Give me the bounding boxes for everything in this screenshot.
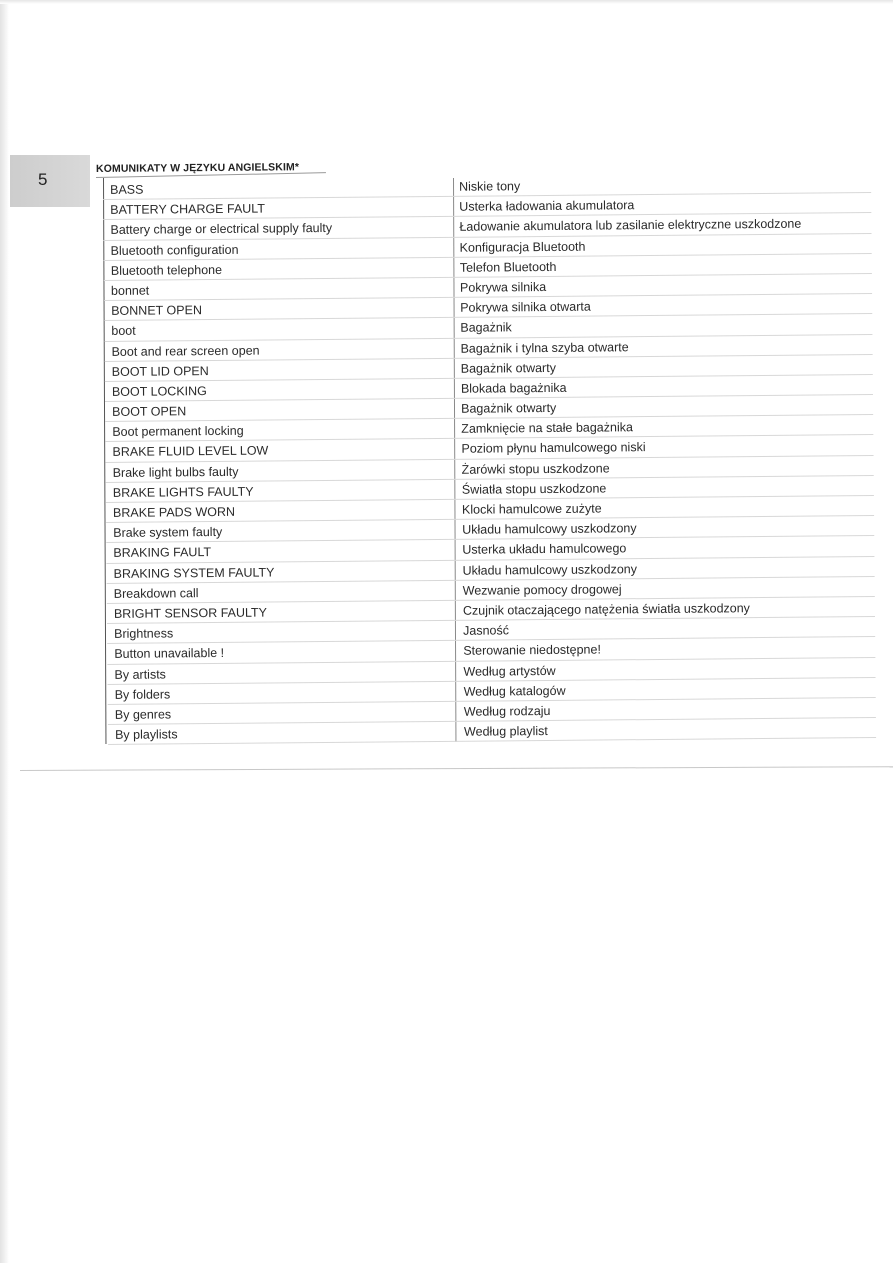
polish-translation: Wezwanie pomocy drogowej	[462, 582, 622, 598]
english-message: Button unavailable !	[114, 646, 225, 662]
polish-translation: Światła stopu uszkodzone	[461, 481, 607, 497]
english-message: boot	[111, 324, 136, 339]
polish-translation: Usterka ładowania akumulatora	[459, 198, 635, 214]
polish-translation: Konfiguracja Bluetooth	[459, 239, 586, 255]
table-title: KOMUNIKATY W JĘZYKU ANGIELSKIM*	[95, 161, 300, 175]
english-message: Boot permanent locking	[112, 423, 244, 440]
polish-translation: Klocki hamulcowe zużyte	[461, 501, 602, 517]
english-message: Battery charge or electrical supply faulty	[110, 221, 333, 238]
english-message: BRIGHT SENSOR FAULTY	[113, 605, 268, 621]
polish-translation: Bagażnik otwarty	[461, 400, 557, 416]
polish-translation: Pokrywa silnika otwarta	[460, 299, 591, 315]
english-message: Bluetooth telephone	[110, 262, 223, 278]
english-message: Brightness	[114, 626, 174, 642]
page-rule	[20, 766, 893, 771]
english-message: Brake light bulbs faulty	[112, 464, 239, 480]
polish-translation: Zamknięcie na stałe bagażnika	[461, 420, 633, 437]
english-message: BRAKE PADS WORN	[112, 504, 236, 520]
polish-translation: Usterka układu hamulcowego	[462, 541, 627, 558]
section-number: 5	[38, 170, 48, 189]
polish-translation: Żarówki stopu uszkodzone	[461, 461, 610, 477]
polish-translation: Pokrywa silnika	[459, 279, 547, 295]
english-message: Brake system faulty	[113, 525, 223, 541]
polish-translation: Ładowanie akumulatora lub zasilanie elektryczne uszkodzone	[459, 217, 802, 235]
polish-translation: Telefon Bluetooth	[459, 259, 557, 275]
english-message: Bluetooth configuration	[110, 242, 239, 258]
english-message: BONNET OPEN	[111, 303, 203, 319]
english-message: By artists	[114, 666, 166, 682]
polish-translation: Bagażnik i tylna szyba otwarte	[460, 339, 629, 356]
english-message: BRAKE LIGHTS FAULTY	[112, 484, 254, 500]
english-message: BOOT LID OPEN	[111, 363, 209, 379]
polish-translation: Układu hamulcowy uszkodzony	[462, 561, 638, 578]
polish-translation: Układu hamulcowy uszkodzony	[462, 521, 637, 537]
english-message: Breakdown call	[113, 585, 199, 601]
polish-translation: Czujnik otaczającego natężenia światła uszkodzony	[462, 601, 750, 618]
english-message: BATTERY CHARGE FAULT	[110, 201, 266, 218]
english-message: BOOT LOCKING	[111, 383, 207, 399]
polish-translation: Według katalogów	[463, 683, 566, 699]
english-message: BRAKING FAULT	[113, 545, 212, 561]
english-message: bonnet	[110, 283, 150, 298]
message-translation-table	[103, 173, 876, 745]
polish-translation: Według rodzaju	[463, 703, 551, 719]
polish-translation: Bagażnik	[460, 320, 512, 336]
english-message: By playlists	[114, 727, 178, 742]
polish-translation: Według artystów	[463, 663, 556, 679]
english-message: By folders	[114, 687, 171, 702]
polish-translation: Sterowanie niedostępne!	[463, 642, 601, 659]
scan-edge-top	[0, 0, 893, 4]
polish-translation: Niskie tony	[459, 179, 521, 194]
english-message: BASS	[110, 182, 144, 197]
polish-translation: Jasność	[463, 623, 510, 638]
english-message: Boot and rear screen open	[111, 343, 260, 359]
polish-translation: Według playlist	[463, 724, 548, 739]
english-message: BRAKE FLUID LEVEL LOW	[112, 443, 269, 460]
polish-translation: Bagażnik otwarty	[460, 360, 556, 376]
section-tab	[10, 155, 90, 207]
english-message: By genres	[114, 707, 172, 722]
english-message: BOOT OPEN	[112, 404, 187, 419]
polish-translation: Poziom płynu hamulcowego niski	[461, 440, 646, 457]
polish-translation: Blokada bagażnika	[460, 380, 567, 396]
scan-edge-left	[0, 0, 9, 1263]
english-message: BRAKING SYSTEM FAULTY	[113, 565, 275, 581]
